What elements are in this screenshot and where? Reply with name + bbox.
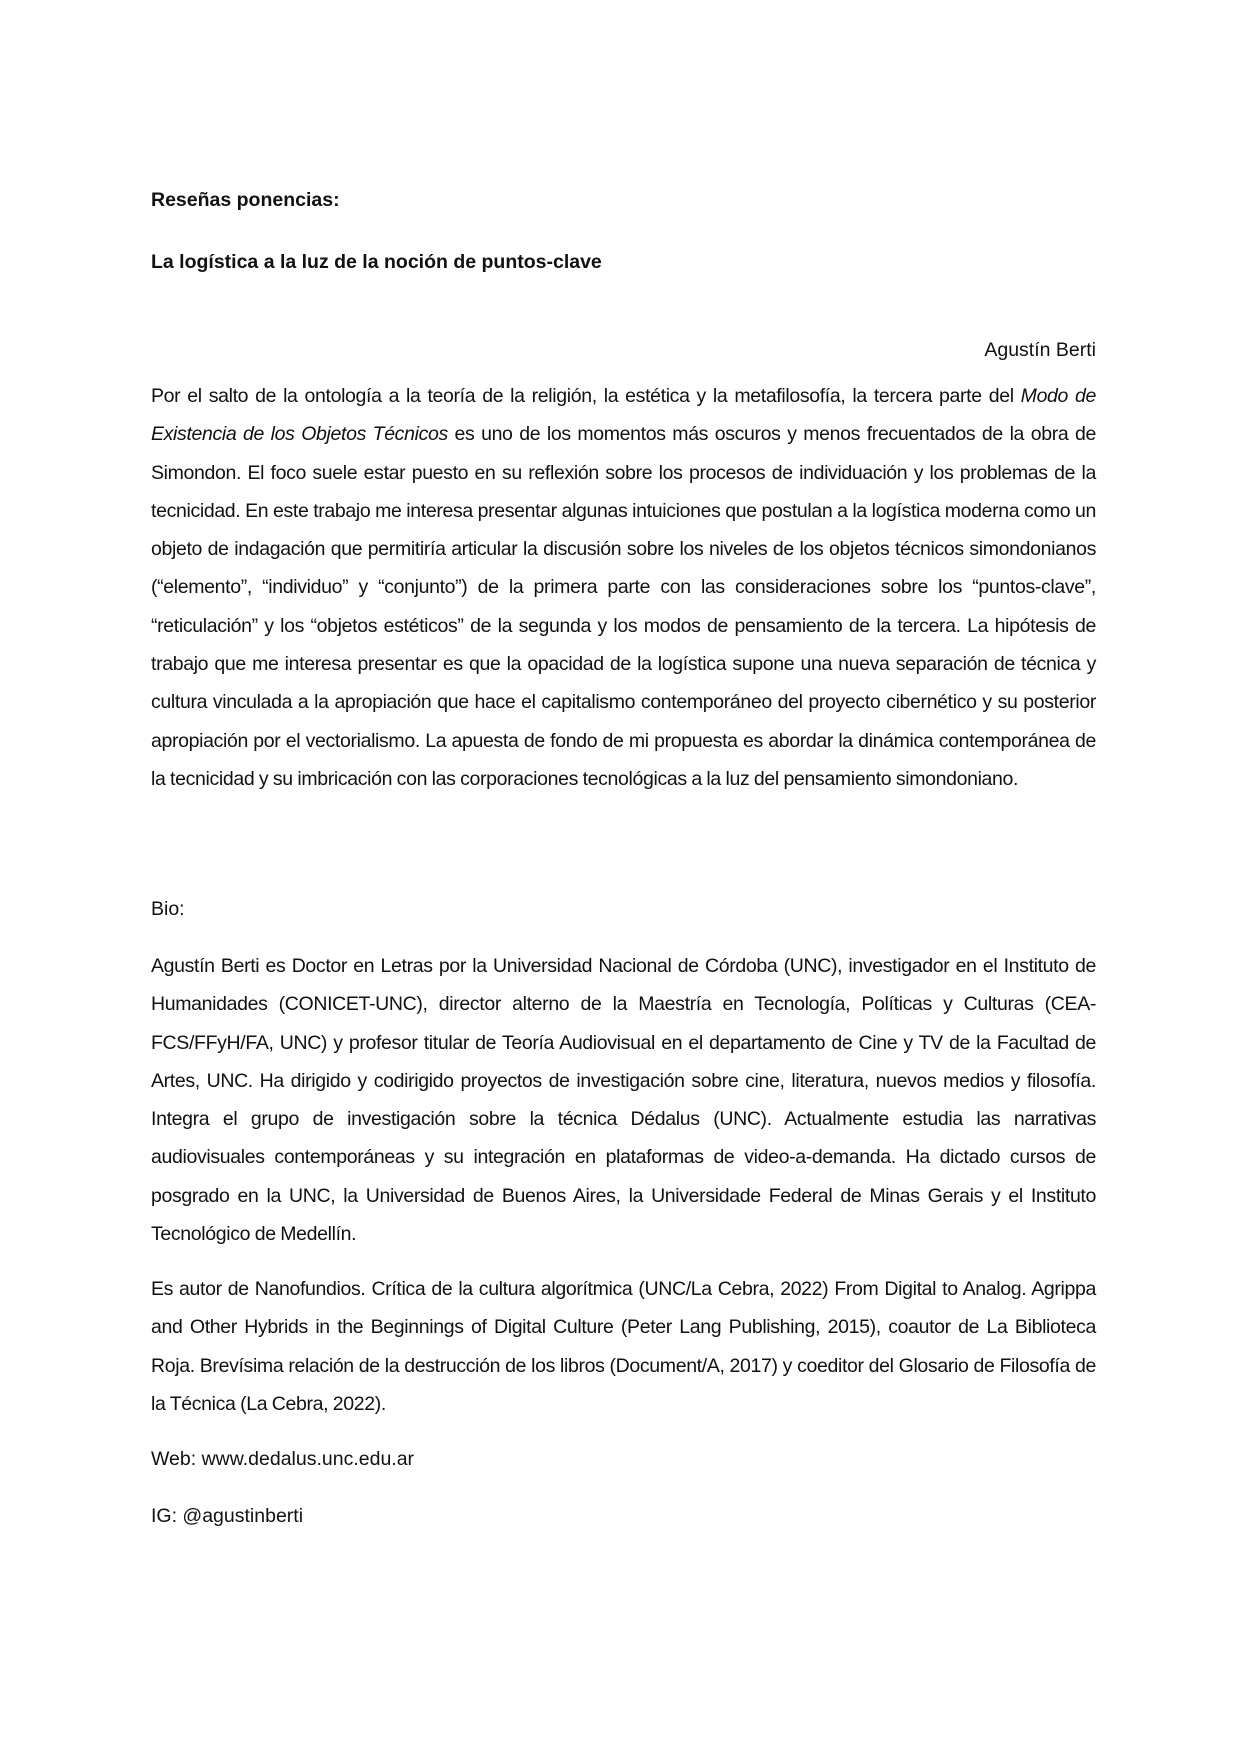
publications-paragraph: Es autor de Nanofundios. Crítica de la cultura algorítmica (UNC/La Cebra, 2022) From Digital to Analog. Agrippa and Other Hybrids in the Beginnings of Digital Culture (Peter Lang Publishing, 2015), coautor de La Biblioteca Roja. Brevísima relación de la destrucción de los libros (Document/A, 2017) y coeditor del Glosario de Filosofía de la Técnica (La Cebra, 2022). [151, 1278, 1096, 1415]
web-line: Web: www.dedalus.unc.edu.ar [151, 1448, 415, 1470]
abstract-book-title: Modo de Existencia de los Objetos Técnicos [151, 385, 1097, 446]
abstract-lead: Por el salto de la ontología a la teoría de la religión, la estética y la metafilosofía, la tercera parte del [151, 385, 1021, 407]
author-name: Agustín Berti [984, 339, 1096, 361]
instagram-line: IG: @agustinberti [151, 1505, 304, 1527]
paper-title: La logística a la luz de la noción de puntos-clave [151, 251, 602, 273]
section-label: Reseñas ponencias: [151, 189, 340, 211]
abstract-rest: es uno de los momentos más oscuros y menos frecuentados de la obra de Simondon. El foco suele estar puesto en su reflexión sobre los procesos de individuación y los problemas de la tecnicidad. En este trabajo me interesa presentar algunas intuiciones que postulan a la logística moderna como un objeto de indagación que permitiría articular la discusión sobre los niveles de los objetos técnicos simondonianos (“elemento”, “individuo” y “conjunto”) de la primera parte con las consideraciones sobre los “puntos-clave”, “reticulación” y los “objetos estéticos” de la segunda y los modos de pensamiento de la tercera. La hipótesis de trabajo que me interesa presentar es que la opacidad de la logística supone una nueva separación de técnica y cultura vinculada a la apropiación que hace el capitalismo contemporáneo del proyecto cibernético y su posterior apropiación por el vectorialismo. La apuesta de fondo de mi propuesta es abordar la dinámica contemporánea de la tecnicidad y su imbricación con las corporaciones tecnológicas a la luz del pensamiento simondoniano. [151, 423, 1096, 790]
bio-label: Bio: [151, 898, 185, 920]
abstract-paragraph [151, 377, 1096, 798]
bio-paragraph: Agustín Berti es Doctor en Letras por la Universidad Nacional de Córdoba (UNC), investigador en el Instituto de Humanidades (CONICET-UNC), director alterno de la Maestría en Tecnología, Políticas y Culturas (CEA-FCS/FFyH/FA, UNC) y profesor titular de Teoría Audiovisual en el departamento de Cine y TV de la Facultad de Artes, UNC. Ha dirigido y codirigido proyectos de investigación sobre cine, literatura, nuevos medios y filosofía. Integra el grupo de investigación sobre la técnica Dédalus (UNC). Actualmente estudia las narrativas audiovisuales contemporáneas y su integración en plataformas de video-a-demanda. Ha dictado cursos de posgrado en la UNC, la Universidad de Buenos Aires, la Universidade Federal de Minas Gerais y el Instituto Tecnológico de Medellín. [151, 955, 1096, 1246]
